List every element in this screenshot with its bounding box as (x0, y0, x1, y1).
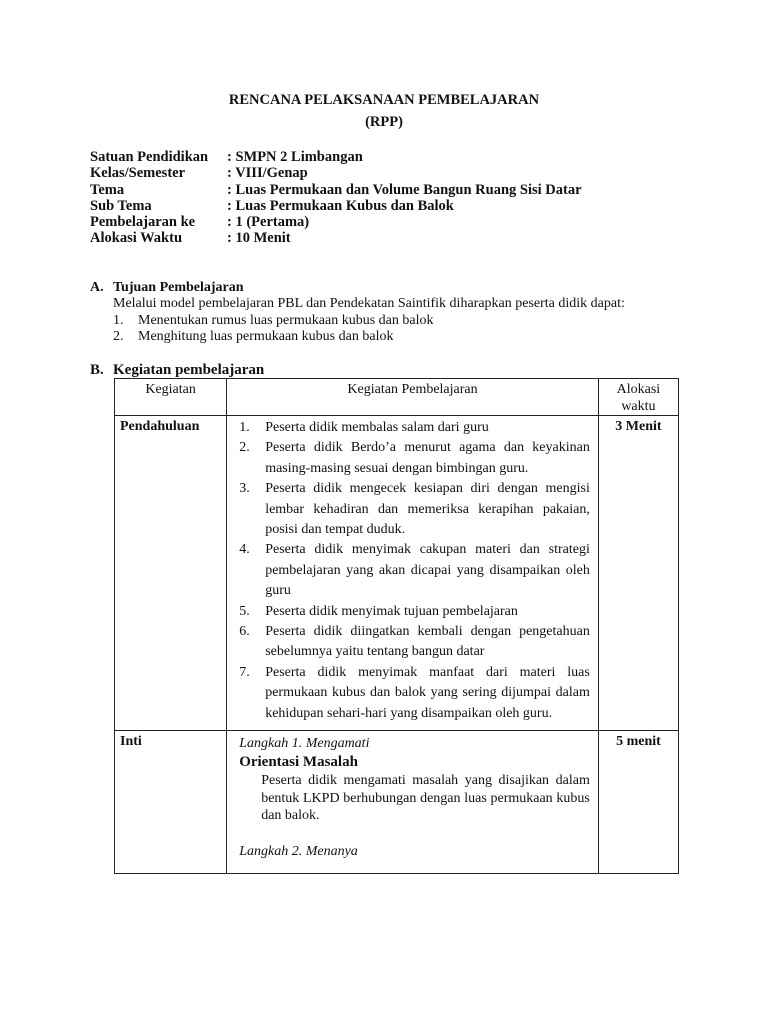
item-text: Peserta didik menyimak cakupan materi dan strategi pembelajaran yang akan dicapai yang disampaikan oleh guru (265, 542, 590, 599)
list-item (90, 329, 625, 346)
identity-block (90, 149, 582, 247)
item-number: 4. (239, 542, 250, 558)
objective-list (90, 313, 625, 346)
section-tujuan (90, 279, 625, 346)
identity-row (90, 182, 582, 198)
item-number: 5. (239, 603, 250, 619)
header-kegiatan: Kegiatan (115, 379, 227, 416)
document-subtitle: (RPP) (365, 114, 403, 130)
item-text: Peserta didik membalas salam dari guru (265, 420, 489, 435)
item-text: Menentukan rumus luas permukaan kubus dan balok (138, 312, 434, 328)
identity-value: : 1 (Pertama) (227, 214, 310, 231)
list-item (239, 438, 590, 479)
item-number: 2. (113, 329, 124, 344)
activity-cell (227, 731, 599, 874)
step-title: Langkah 2. Menanya (239, 843, 358, 859)
item-number: 2. (239, 440, 250, 456)
time-allocation: 5 menit (598, 731, 678, 874)
activity-cell (227, 416, 599, 731)
step-subtitle: Orientasi Masalah (239, 754, 358, 771)
activity-table (114, 378, 679, 874)
item-number: 6. (239, 624, 250, 640)
item-text: Peserta didik Berdo’a menurut agama dan keyakinan masing-masing sesuai dengan bimbingan guru. (265, 440, 590, 476)
identity-value: : VIII/Genap (227, 165, 308, 182)
header-kegiatan-pembelajaran: Kegiatan Pembelajaran (227, 379, 599, 416)
identity-value: : 10 Menit (227, 230, 291, 247)
list-item (90, 313, 625, 330)
section-intro: Melalui model pembelajaran PBL dan Pendekatan Saintifik diharapkan peserta didik dapat: (113, 296, 625, 311)
table-header-row (115, 379, 679, 416)
item-text: Peserta didik mengecek kesiapan diri dengan mengisi lembar kehadiran dan memeriksa kerapihan pakaian, posisi dan tempat duduk. (265, 481, 590, 538)
identity-row (90, 230, 582, 246)
list-item (239, 602, 590, 622)
item-text: Peserta didik menyimak tujuan pembelajaran (265, 603, 518, 619)
identity-value: : SMPN 2 Limbangan (227, 149, 363, 165)
identity-row (90, 214, 582, 230)
item-number: 1. (113, 312, 124, 328)
table-row-pendahuluan (115, 416, 679, 731)
list-item (239, 622, 590, 663)
item-text: Menghitung luas permukaan kubus dan balok (138, 329, 394, 344)
identity-row (90, 165, 582, 181)
header-alokasi-waktu: Alokasi waktu (598, 379, 678, 416)
item-text: Peserta didik diingatkan kembali dengan pengetahuan sebelumnya yaitu tentang bangun datar (265, 624, 590, 660)
identity-label: Alokasi Waktu (90, 230, 183, 247)
identity-label: Kelas/Semester (90, 165, 186, 182)
section-heading (90, 279, 625, 296)
activity-list (227, 416, 598, 730)
identity-label: Sub Tema (90, 197, 152, 214)
identity-row (90, 149, 582, 165)
identity-row (90, 198, 582, 214)
list-item (239, 479, 590, 540)
identity-value: : Luas Permukaan dan Volume Bangun Ruang Sisi Datar (227, 181, 582, 198)
table-row-inti (115, 731, 679, 874)
step-title: Langkah 1. Mengamati (239, 736, 370, 752)
item-text: Peserta didik menyimak manfaat dari materi luas permukaan kubus dan balok yang sering dijumpai dalam kehidupan sehari-hari yang disampaikan oleh guru. (265, 664, 590, 721)
identity-label: Satuan Pendidikan (90, 149, 209, 165)
item-number: 7. (239, 664, 250, 680)
step-description: Peserta didik mengamati masalah yang disajikan dalam bentuk LKPD berhubungan dengan luas permukaan kubus dan balok. (261, 773, 590, 824)
identity-label: Pembelajaran ke (90, 214, 196, 231)
row-label: Pendahuluan (115, 416, 227, 731)
section-kegiatan-heading (90, 362, 264, 379)
section-title: Tujuan Pembelajaran (113, 280, 244, 295)
list-item (239, 418, 590, 438)
list-item (239, 540, 590, 601)
identity-label: Tema (90, 181, 125, 198)
list-item (239, 663, 590, 724)
identity-value: : Luas Permukaan Kubus dan Balok (227, 197, 454, 214)
document-title: RENCANA PELAKSANAAN PEMBELAJARAN (228, 92, 540, 108)
item-number: 1. (239, 420, 250, 435)
section-letter: A. (90, 280, 104, 295)
section-title: Kegiatan pembelajaran (113, 362, 265, 378)
section-letter: B. (90, 362, 104, 378)
item-number: 3. (239, 481, 250, 497)
time-allocation: 3 Menit (598, 416, 678, 731)
row-label: Inti (115, 731, 227, 874)
